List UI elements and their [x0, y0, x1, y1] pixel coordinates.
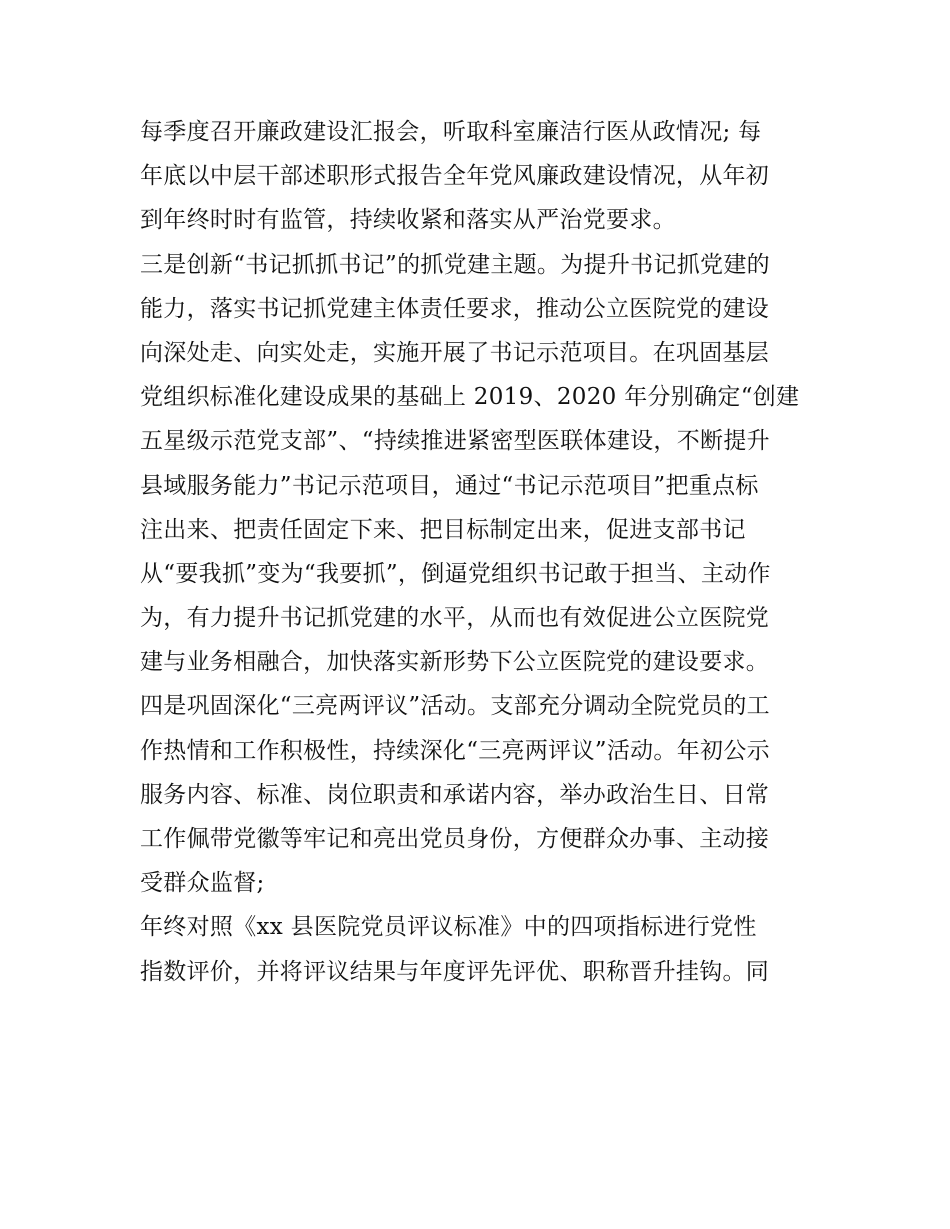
text-line: 服务内容、标准、岗位职责和承诺内容，举办政治生日、日常: [140, 781, 770, 808]
text-line: 向深处走、向实处走，实施开展了书记示范项目。在巩固基层: [140, 339, 770, 366]
text-line: 县域服务能力”书记示范项目，通过“书记示范项目”把重点标: [140, 472, 759, 499]
text-line: 工作佩带党徽等牢记和亮出党员身份，方便群众办事、主动接: [140, 826, 770, 852]
text-line: 建与业务相融合，加快落实新形势下公立医院党的建设要求。: [140, 649, 770, 676]
text-line: 能力，落实书记抓党建主体责任要求，推动公立医院党的建设: [140, 295, 770, 322]
text-line: 指数评价，并将评议结果与年度评先评优、职称晋升挂钩。同: [140, 958, 770, 985]
text-line: 年终对照《xx 县医院党员评议标准》中的四项指标进行党性: [140, 914, 757, 941]
text-line: 每季度召开廉政建设汇报会，听取科室廉洁行医从政情况; 每: [140, 119, 762, 145]
text-line: 为，有力提升书记抓党建的水平，从而也有效促进公立医院党: [140, 605, 770, 632]
text-line: 注出来、把责任固定下来、把目标制定出来，促进支部书记: [140, 516, 746, 543]
body-text: [140, 110, 820, 994]
text-line: 作热情和工作积极性，持续深化“三亮两评议”活动。年初公示: [140, 737, 770, 764]
text-line: 党组织标准化建设成果的基础上 2019、2020 年分别确定“创建: [140, 384, 800, 411]
text-line: 五星级示范党支部”、“持续推进紧密型医联体建设，不断提升: [140, 428, 770, 455]
text-line: 四是巩固深化“三亮两评议”活动。支部充分调动全院党员的工: [140, 693, 770, 720]
text-line: 三是创新“书记抓抓书记”的抓党建主题。为提升书记抓党建的: [140, 251, 770, 278]
text-line: 从“要我抓”变为“我要抓”，倒逼党组织书记敢于担当、主动作: [140, 560, 771, 587]
text-line: 到年终时时有监管，持续收紧和落实从严治党要求。: [140, 207, 676, 234]
text-line: 年底以中层干部述职形式报告全年党风廉政建设情况，从年初: [140, 163, 770, 190]
text-line: 受群众监督;: [140, 870, 265, 897]
